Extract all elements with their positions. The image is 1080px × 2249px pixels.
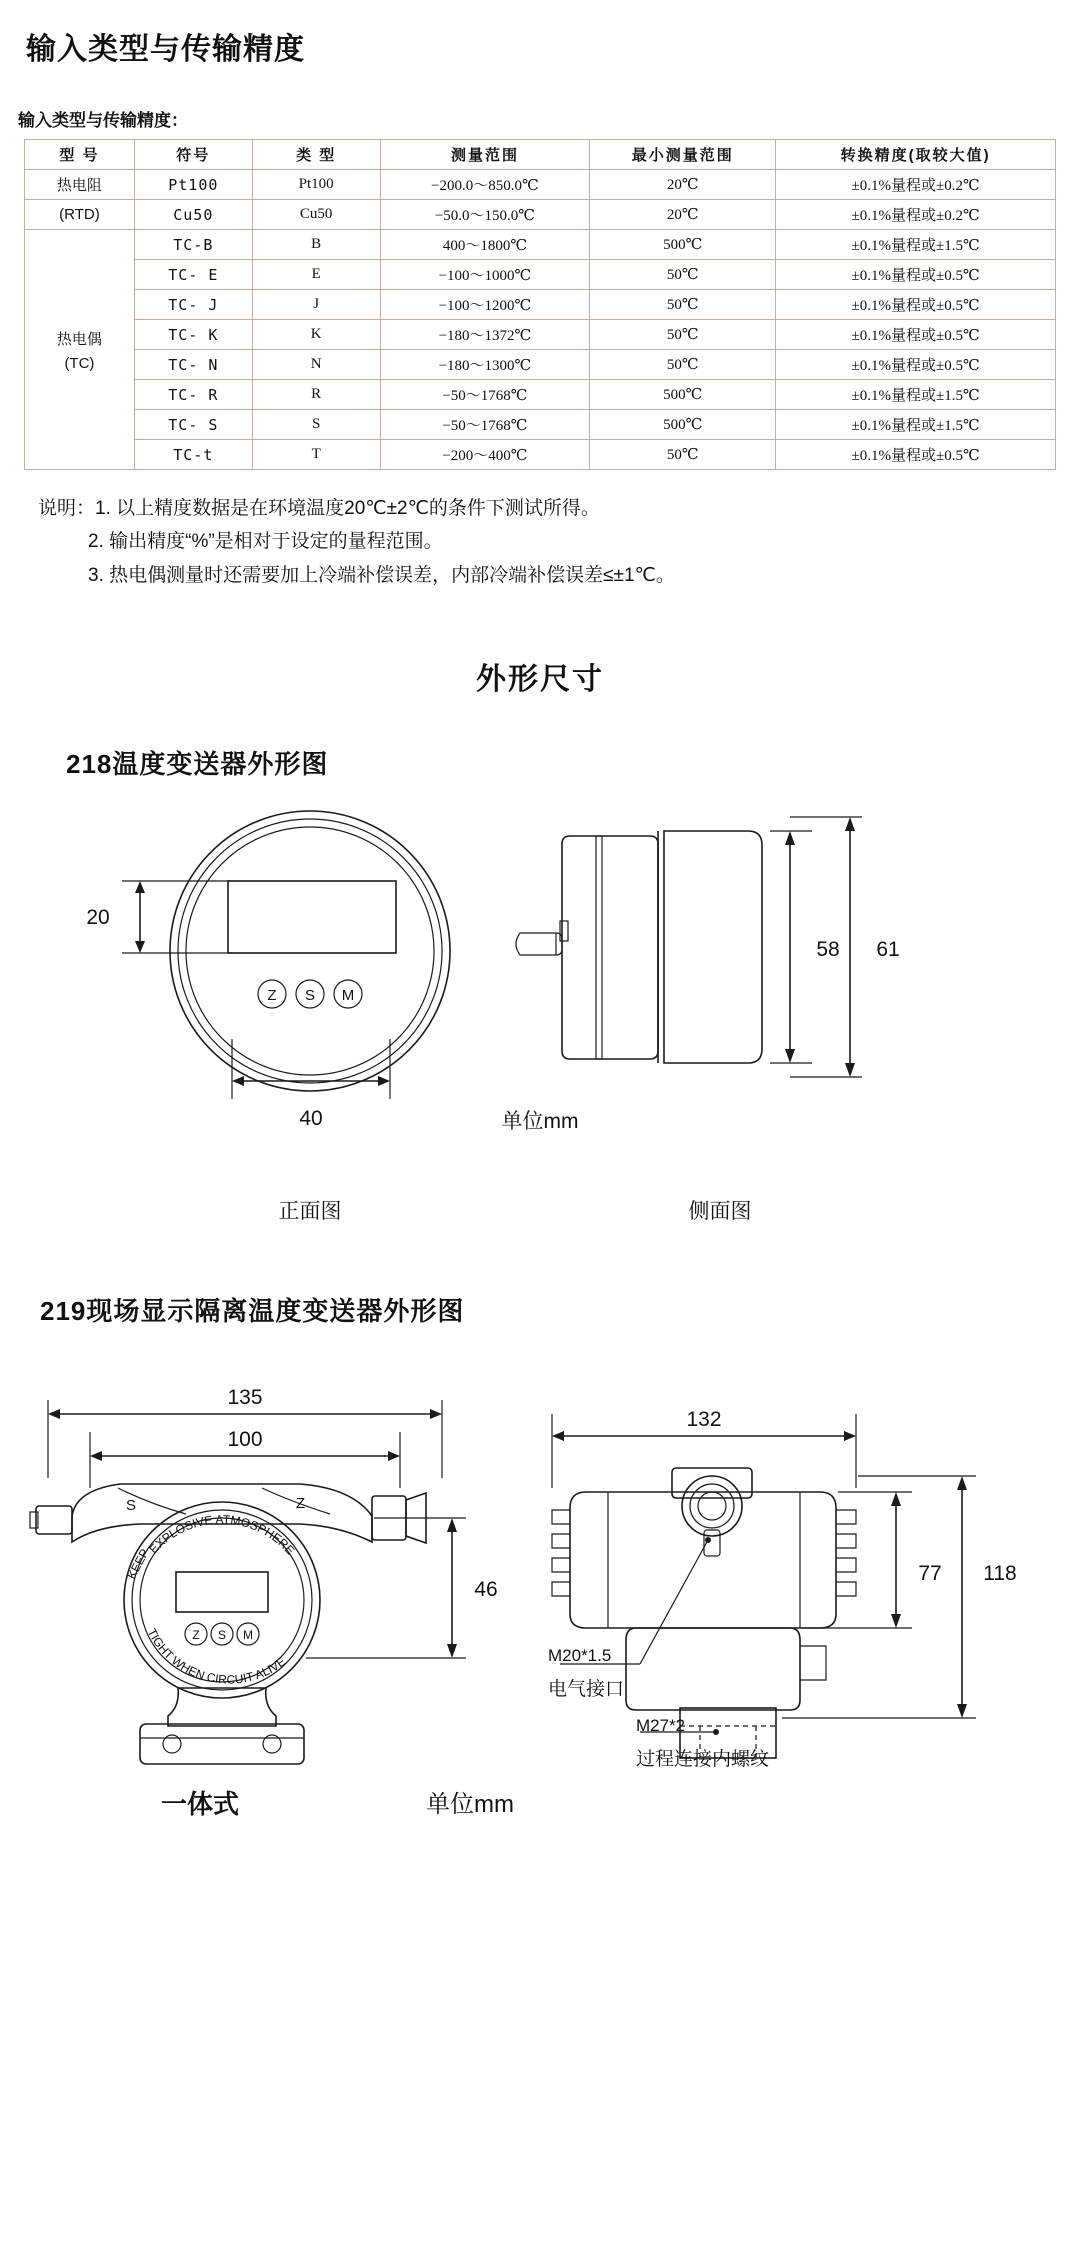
figure-219 xyxy=(0,1328,1080,1778)
cell-accuracy: ±0.1%量程或±1.5℃ xyxy=(776,380,1056,410)
cell-symbol: TC- E xyxy=(134,260,252,290)
dim-135-label: 135 xyxy=(227,1385,263,1409)
note-3: 3. 热电偶测量时还需要加上冷端补偿误差，内部冷端补偿误差≤±1℃。 xyxy=(88,564,675,586)
cell-type: N xyxy=(252,350,380,380)
fig2-title: 219现场显示隔离温度变送器外形图 xyxy=(40,1295,465,1326)
cell-type: Pt100 xyxy=(252,170,380,200)
table-header-row xyxy=(25,140,1056,170)
th-range: 测量范围 xyxy=(380,140,590,170)
cell-symbol: Pt100 xyxy=(134,170,252,200)
cell-range: −200～400℃ xyxy=(380,440,590,470)
th-min-range: 最小测量范围 xyxy=(590,140,776,170)
cell-symbol: TC- N xyxy=(134,350,252,380)
caption-front-view: 正面图 xyxy=(278,1199,342,1223)
table-row xyxy=(25,380,1056,410)
cell-symbol: Cu50 xyxy=(134,200,252,230)
cell-symbol: TC- K xyxy=(134,320,252,350)
cell-type: T xyxy=(252,440,380,470)
table-row xyxy=(25,410,1056,440)
cell-type: B xyxy=(252,230,380,260)
cell-accuracy: ±0.1%量程或±0.2℃ xyxy=(776,170,1056,200)
spec-table xyxy=(24,139,1056,470)
housing-text-top: EXPLOSIVE ATMOSPHERE xyxy=(146,1512,298,1558)
cell-min-range: 20℃ xyxy=(590,170,776,200)
document-page xyxy=(0,24,1080,2249)
cell-symbol: TC- J xyxy=(134,290,252,320)
cell-accuracy: ±0.1%量程或±1.5℃ xyxy=(776,410,1056,440)
cell-min-range: 500℃ xyxy=(590,410,776,440)
label-m27: M27*2 xyxy=(636,1715,686,1735)
cell-type: R xyxy=(252,380,380,410)
group-rtd-line1: 热电阻 xyxy=(25,170,135,200)
cell-symbol: TC- R xyxy=(134,380,252,410)
cell-range: −180～1372℃ xyxy=(380,320,590,350)
button-s-label-219: S xyxy=(217,1627,227,1642)
figure-219-drawing xyxy=(0,1328,1080,1778)
notes-block xyxy=(0,492,1080,592)
fig2-unit: 单位mm xyxy=(426,1790,514,1818)
dim-40-label: 40 xyxy=(299,1106,323,1130)
cell-type: Cu50 xyxy=(252,200,380,230)
cell-type: K xyxy=(252,320,380,350)
dim-100-label: 100 xyxy=(227,1427,263,1451)
table-label: 输入类型与传输精度： xyxy=(18,111,188,130)
fig1-captions xyxy=(0,1195,1080,1255)
dim-61-label: 61 xyxy=(876,937,900,961)
cell-range: −180～1300℃ xyxy=(380,350,590,380)
cell-accuracy: ±0.1%量程或±0.2℃ xyxy=(776,200,1056,230)
housing-text-bottom: TIGHT WHEN CIRCUIT ALIVE xyxy=(144,1625,289,1687)
housing-label-z: Z xyxy=(296,1494,306,1512)
dim-132-label: 132 xyxy=(686,1407,722,1431)
cell-min-range: 50℃ xyxy=(590,440,776,470)
label-m27-desc: 过程连接内螺纹 xyxy=(636,1748,770,1770)
cell-accuracy: ±0.1%量程或±0.5℃ xyxy=(776,350,1056,380)
cell-min-range: 50℃ xyxy=(590,260,776,290)
dim-77-label: 77 xyxy=(918,1561,942,1585)
cell-symbol: TC- S xyxy=(134,410,252,440)
cell-symbol: TC-B xyxy=(134,230,252,260)
cell-range: −50～1768℃ xyxy=(380,410,590,440)
th-accuracy: 转换精度(取较大值) xyxy=(776,140,1056,170)
table-row xyxy=(25,200,1056,230)
cell-accuracy: ±0.1%量程或±0.5℃ xyxy=(776,440,1056,470)
dimensions-heading: 外形尺寸 xyxy=(476,662,604,696)
caption-integrated: 一体式 xyxy=(160,1788,239,1819)
button-m-label: M xyxy=(341,986,355,1004)
dim-20-label: 20 xyxy=(86,905,110,929)
th-type: 类 型 xyxy=(252,140,380,170)
dim-58-label: 58 xyxy=(816,937,840,961)
cell-range: −200.0～850.0℃ xyxy=(380,170,590,200)
cell-range: 400～1800℃ xyxy=(380,230,590,260)
cell-min-range: 50℃ xyxy=(590,290,776,320)
table-row xyxy=(25,230,1056,260)
label-m20: M20*1.5 xyxy=(548,1645,612,1665)
cell-symbol: TC-t xyxy=(134,440,252,470)
th-symbol-model: 符号 xyxy=(134,140,252,170)
table-row xyxy=(25,170,1056,200)
fig1-title: 218温度变送器外形图 xyxy=(66,748,329,779)
group-tc-line2: (TC) xyxy=(64,354,95,372)
table-row xyxy=(25,350,1056,380)
group-rtd-line2: (RTD) xyxy=(25,200,135,230)
table-row xyxy=(25,320,1056,350)
caption-side-view: 侧面图 xyxy=(688,1199,752,1223)
fig2-captions xyxy=(0,1784,1080,1844)
cell-min-range: 20℃ xyxy=(590,200,776,230)
housing-text-left: KEEP xyxy=(124,1546,152,1582)
button-m-label-219: M xyxy=(243,1627,253,1642)
cell-accuracy: ±0.1%量程或±0.5℃ xyxy=(776,260,1056,290)
table-row xyxy=(25,440,1056,470)
cell-min-range: 500℃ xyxy=(590,380,776,410)
cell-type: J xyxy=(252,290,380,320)
table-row xyxy=(25,260,1056,290)
th-model: 型 号 xyxy=(25,140,135,170)
page-title: 输入类型与传输精度 xyxy=(26,33,305,66)
group-tc xyxy=(25,230,135,470)
cell-accuracy: ±0.1%量程或±0.5℃ xyxy=(776,320,1056,350)
group-tc-line1: 热电偶 xyxy=(56,330,102,348)
cell-min-range: 500℃ xyxy=(590,230,776,260)
dim-46-label: 46 xyxy=(474,1577,498,1601)
cell-range: −100～1000℃ xyxy=(380,260,590,290)
cell-min-range: 50℃ xyxy=(590,320,776,350)
cell-range: −100～1200℃ xyxy=(380,290,590,320)
button-z-label-219: Z xyxy=(192,1627,200,1642)
dim-118-label: 118 xyxy=(983,1561,1017,1585)
note-1: 说明：1. 以上精度数据是在环境温度20℃±2℃的条件下测试所得。 xyxy=(38,498,600,519)
label-m20-desc: 电气接口 xyxy=(548,1678,625,1700)
button-s-label: S xyxy=(304,986,316,1004)
button-z-label: Z xyxy=(267,986,277,1004)
table-row xyxy=(25,290,1056,320)
figure-218 xyxy=(0,781,1080,1181)
cell-range: −50～1768℃ xyxy=(380,380,590,410)
housing-label-s: S xyxy=(126,1496,137,1514)
cell-accuracy: ±0.1%量程或±0.5℃ xyxy=(776,290,1056,320)
note-2: 2. 输出精度“%”是相对于设定的量程范围。 xyxy=(88,531,443,553)
cell-type: E xyxy=(252,260,380,290)
cell-range: −50.0～150.0℃ xyxy=(380,200,590,230)
cell-min-range: 50℃ xyxy=(590,350,776,380)
cell-type: S xyxy=(252,410,380,440)
fig1-unit: 单位mm xyxy=(501,1109,579,1133)
cell-accuracy: ±0.1%量程或±1.5℃ xyxy=(776,230,1056,260)
